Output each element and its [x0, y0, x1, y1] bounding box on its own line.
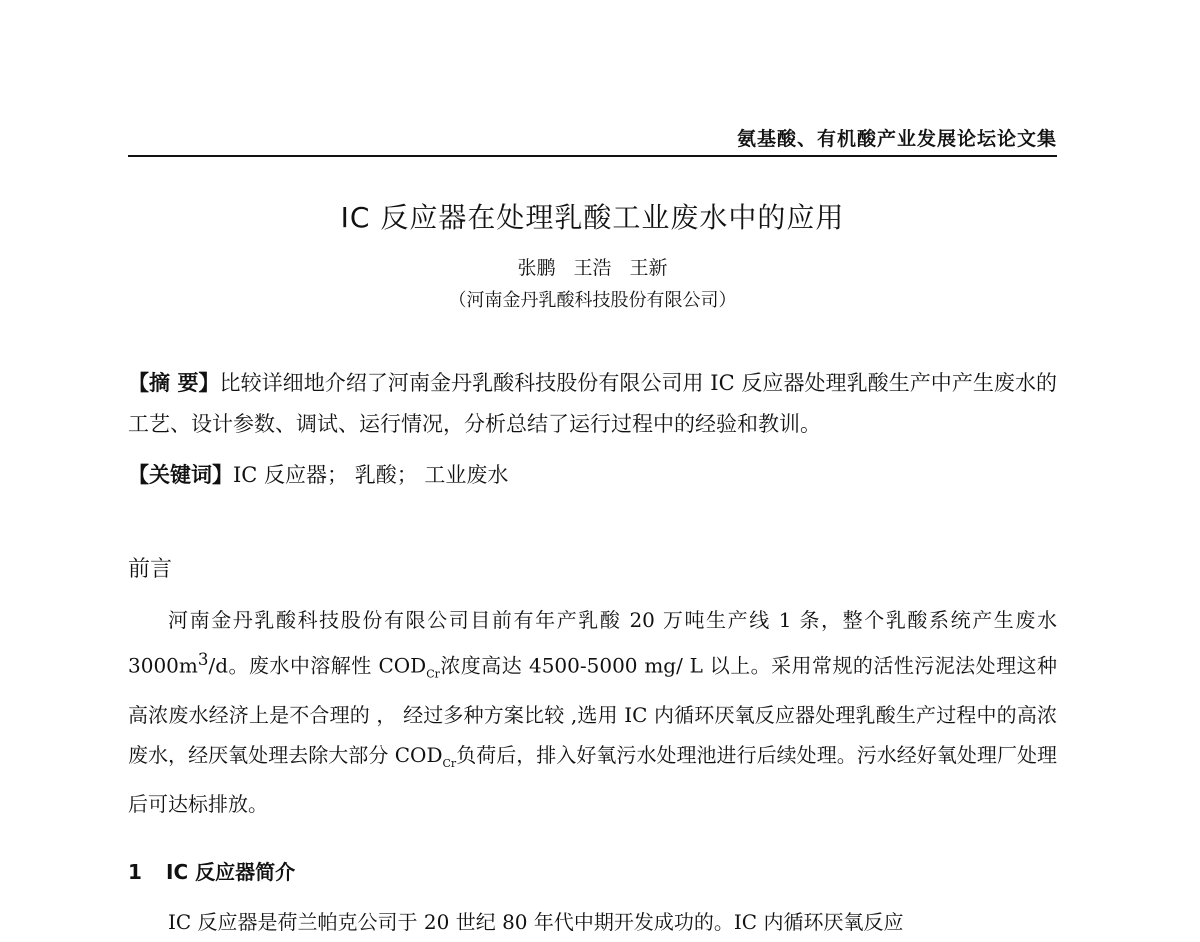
abstract-label: 【摘 要】	[128, 370, 220, 395]
cod-subscript-2: Cr	[442, 756, 457, 770]
paper-affiliation: （河南金丹乳酸科技股份有限公司）	[448, 290, 737, 311]
keywords-label: 【关键词】	[128, 462, 233, 487]
section-1-body	[128, 902, 1057, 942]
preface-paragraph	[128, 600, 1057, 824]
preface-body	[128, 600, 1057, 824]
preface-text-4: 负荷后，排入好氧污水处理池进行后续处理。污水经好氧处理厂处理后可达标排放。	[128, 742, 1058, 816]
header-rule	[128, 155, 1057, 157]
paper-title: IC 反应器在处理乳酸工业废水中的应用	[340, 201, 845, 234]
preface-text-1: 河南金丹乳酸科技股份有限公司目前有年产乳酸 20 万吨生产线 1 条，整个乳酸系统产生废水 3000m	[128, 608, 1057, 678]
preface-text-3: 浓度高达 4500-5000 mg/ L 以上。采用常规的活性污泥法处理这种高浓废水经济上是不合理的 ， 经过多种方案比较 ,选用 IC 内循环厌氧反应器处理乳酸生产过程中的高浓废水，经厌氧处理去除大部分 COD	[128, 653, 1057, 767]
preface-text-2: /d。废水中溶解性 COD	[208, 653, 427, 678]
section-number: 1	[128, 860, 142, 884]
section-heading-preface: 前言	[128, 557, 173, 582]
section-title: IC 反应器简介	[166, 860, 296, 884]
unit-superscript: 3	[197, 650, 209, 669]
paper-authors: 张鹏 王浩 王新	[517, 257, 668, 279]
keywords	[128, 454, 1057, 496]
cod-subscript-1: Cr	[426, 667, 440, 681]
abstract	[128, 362, 1057, 445]
section-1-paragraph: IC 反应器是荷兰帕克公司于 20 世纪 80 年代中期开发成功的。IC 内循环厌氧反应	[168, 910, 904, 934]
abstract-text: 比较详细地介绍了河南金丹乳酸科技股份有限公司用 IC 反应器处理乳酸生产中产生废水的工艺、设计参数、调试、运行情况，分析总结了运行过程中的经验和教训。	[128, 371, 1058, 436]
section-heading-1	[128, 856, 295, 885]
running-header: 氨基酸、有机酸产业发展论坛论文集	[736, 128, 1057, 150]
keywords-text: IC 反应器； 乳酸； 工业废水	[233, 463, 509, 487]
